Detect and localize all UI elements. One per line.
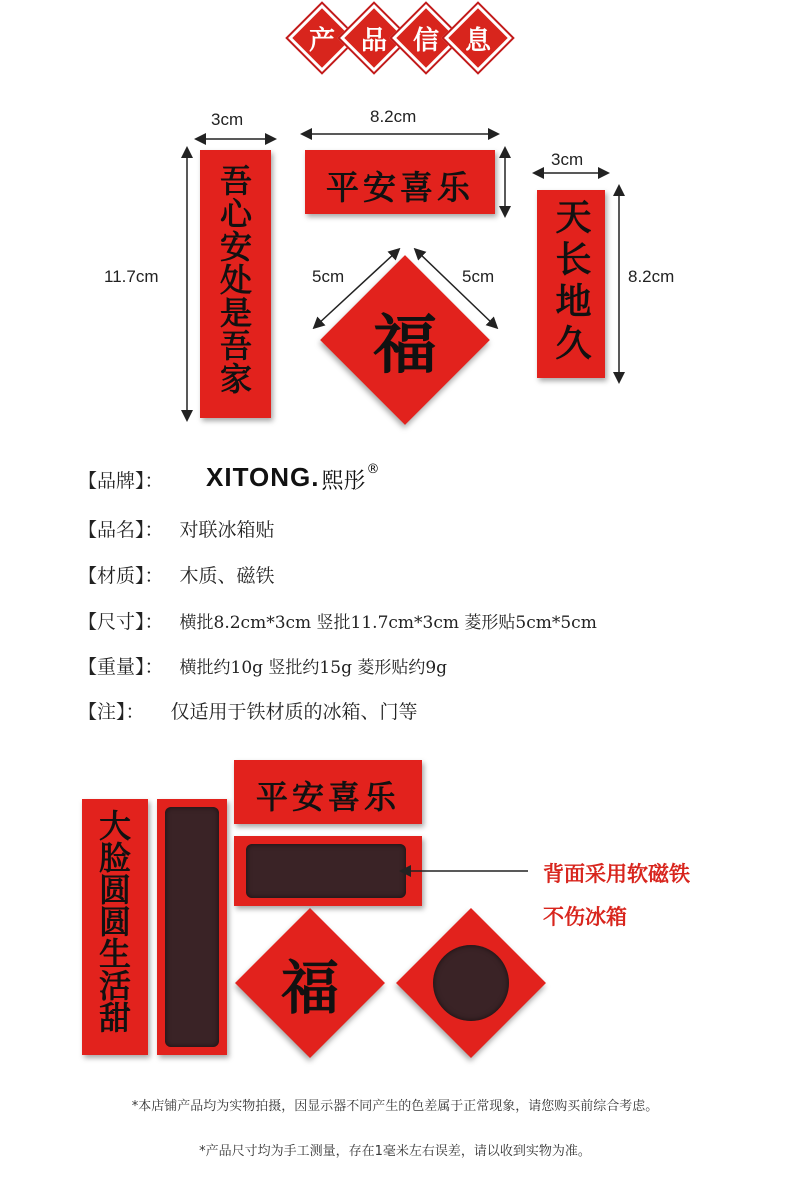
dim-diamond-right: 5cm <box>462 267 495 286</box>
material-label: 【材质】： <box>78 565 164 587</box>
dim-tall-height: 11.7cm <box>104 267 159 286</box>
brand-logo <box>206 462 379 495</box>
fu-diamond-text: 福 <box>373 308 437 383</box>
name-value: 对联冰箱贴 <box>179 519 275 541</box>
callout-line-1: 背面采用软磁铁 <box>543 862 690 886</box>
brand-label: 【品牌】： <box>78 470 164 492</box>
dim-horizontal-width: 8.2cm <box>370 107 417 126</box>
dim-diamond-left: 5cm <box>312 267 345 286</box>
footnote-size-disclaimer: *产品尺寸均为手工测量，存在1毫米左右误差，请以收到实物为准。 <box>199 1144 591 1159</box>
weight-label: 【重量】： <box>78 656 164 678</box>
brand-name-cn: 熙彤 <box>321 469 366 494</box>
couplet-tall-left-text: 吾心安处是吾家 <box>215 164 253 395</box>
title-char-4: 息 <box>464 25 491 56</box>
note-label: 【注】： <box>78 701 145 723</box>
info-brand-row <box>78 466 164 493</box>
info-size-row <box>78 607 597 634</box>
title-char-2: 品 <box>360 25 387 56</box>
bottom-fu-diamond-text: 福 <box>280 954 339 1022</box>
couplet-right <box>537 190 605 378</box>
info-note-row <box>78 697 418 724</box>
magnet-circle <box>433 945 509 1021</box>
couplet-tall-left <box>200 150 271 418</box>
bottom-couplet-horizontal-back <box>234 836 422 906</box>
dim-right-height: 8.2cm <box>628 267 675 286</box>
size-value: 横批8.2cm*3cm 竖批11.7cm*3cm 菱形贴5cm*5cm <box>179 613 597 633</box>
brand-name: XITONG. <box>206 462 320 492</box>
bottom-couplet-horizontal-text: 平安喜乐 <box>255 778 400 816</box>
note-value: 仅适用于铁材质的冰箱、门等 <box>170 701 418 723</box>
bottom-couplet-vertical-back <box>157 799 227 1055</box>
footnote-color-disclaimer: *本店铺产品均为实物拍摄，因显示器不同产生的色差属于正常现象，请您购买前综合考虑。 <box>131 1099 659 1114</box>
info-name-row <box>78 515 275 542</box>
couplet-right-text: 天长地久 <box>550 198 592 366</box>
dim-tall-width: 3cm <box>211 110 244 129</box>
dim-right-width: 3cm <box>551 150 584 169</box>
info-material-row <box>78 561 275 588</box>
bottom-couplet-vertical <box>82 799 148 1055</box>
title-char-3: 信 <box>412 25 439 56</box>
info-weight-row <box>78 652 447 679</box>
material-value: 木质、磁铁 <box>179 565 275 587</box>
couplet-horizontal <box>305 150 495 214</box>
size-label: 【尺寸】： <box>78 611 164 633</box>
bottom-couplet-horizontal <box>234 760 422 824</box>
title-char-1: 产 <box>308 25 335 56</box>
brand-registered-mark: ® <box>366 462 380 477</box>
weight-value: 横批约10g 竖批约15g 菱形贴约9g <box>179 658 448 678</box>
callout-line-2: 不伤冰箱 <box>543 905 627 929</box>
name-label: 【品名】： <box>78 519 164 541</box>
bottom-couplet-vertical-text: 大脸圆圆生活甜 <box>94 809 132 1033</box>
magnet-strip-vertical <box>165 807 219 1047</box>
magnet-strip-horizontal <box>246 844 406 898</box>
couplet-horizontal-text: 平安喜乐 <box>326 168 474 207</box>
